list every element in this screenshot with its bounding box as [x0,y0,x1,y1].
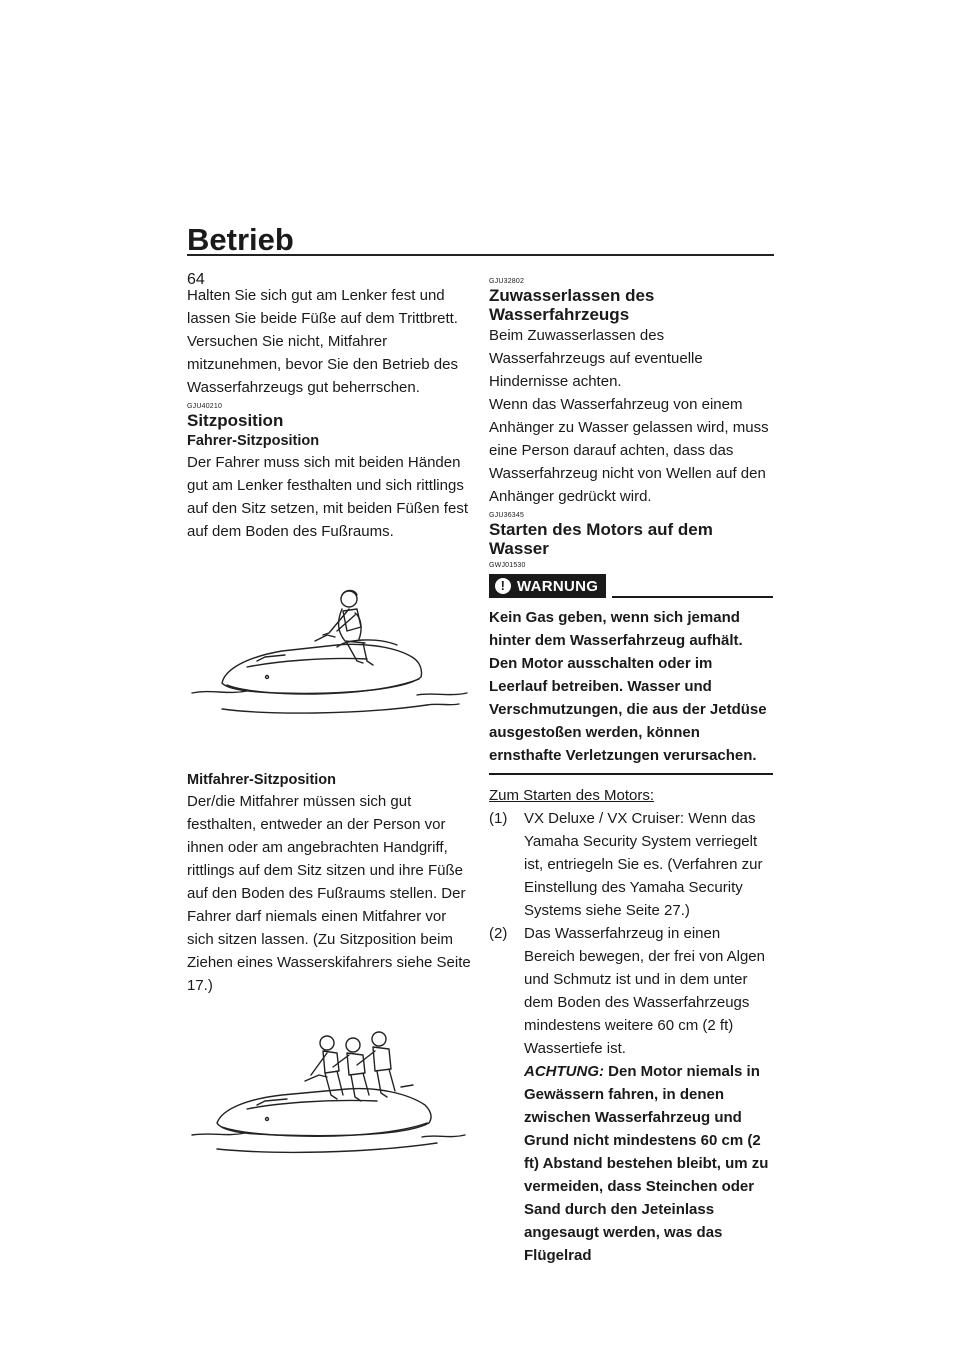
list-item [489,922,773,1267]
section-title-zuwasser-2: Wasserfahrzeugs [489,305,630,324]
warning-text: Kein Gas geben, wenn sich jemand hinter dem Wasserfahrzeug aufhält. Den Motor ausschalten oder im Leerlauf betreiben. Wasser und Verschmutzungen, die aus der Jetdüse ausgestoßen werden, können ernsthafte Verletzungen verursachen. [489,606,773,775]
header-rule [187,254,774,256]
right-column [489,278,773,1267]
steps-list [489,807,773,1267]
warning-header [489,572,773,598]
page-number: 64 [187,271,205,288]
subheading-fahrer: Fahrer-Sitzposition [187,433,320,449]
step-number: (1) [489,810,508,827]
warning-code: GWJ01530 [489,562,526,569]
zuwasser-text-2: Wenn das Wasserfahrzeug von einem Anhänger zu Wasser gelassen wird, muss eine Person darauf achten, dass das Wasserfahrzeug nicht von Wellen auf den Anhänger gedrückt wird. [489,396,769,505]
step-number: (2) [489,925,508,942]
section-title-starten: Starten des Motors auf dem Wasser [489,520,713,558]
illustration-rider [187,565,471,763]
list-item [489,807,773,922]
section-title-sitzposition: Sitzposition [187,411,284,430]
section-title-zuwasser-1: Zuwasserlassen des [489,286,655,305]
fahrer-text: Der Fahrer muss sich mit beiden Händen gut am Lenker festhalten und sich rittlings auf den Sitz setzen, mit beiden Füßen fest auf dem Boden des Fußraums. [187,454,468,540]
section-code-zuwasser: GJU32802 [489,278,525,285]
warning-badge [489,574,606,598]
illustration-passengers [187,1023,471,1173]
page-header [187,222,774,258]
warning-label: WARNUNG [517,577,599,595]
warning-rule [612,596,773,598]
page-title: Betrieb [187,222,294,257]
caution-text: Den Motor niemals in Gewässern fahren, in denen zwischen Wasserfahrzeug und Grund nicht mindestens 60 cm (2 ft) Abstand bestehen bleibt, um zu vermeiden, dass Steinchen oder Sand durch den Jeteinlass angesaugt werden, was das Flügelrad [524,1063,769,1264]
warning-icon: ! [495,578,511,594]
section-code-starten: GJU36345 [489,512,525,519]
zuwasser-text-1: Beim Zuwasserlassen des Wasserfahrzeugs auf eventuelle Hindernisse achten. [489,327,703,390]
subheading-mitfahrer: Mitfahrer-Sitzposition [187,772,337,788]
section-code-sitzposition: GJU40210 [187,403,223,410]
intro-text: Halten Sie sich gut am Lenker fest und lassen Sie beide Füße auf dem Trittbrett. Versuchen Sie nicht, Mitfahrer mitzunehmen, bevor Sie den Betrieb des Wasserfahrzeugs gut beherrschen. [187,287,458,396]
left-column [187,284,471,1173]
steps-heading: Zum Starten des Motors: [489,787,655,804]
caution-label: ACHTUNG: [524,1063,604,1080]
step-text: VX Deluxe / VX Cruiser: Wenn das Yamaha Security System verriegelt ist, entriegeln Sie es. (Verfahren zur Einstellung des Yamaha Security Systems siehe Seite 27.) [524,810,763,919]
step-text: Das Wasserfahrzeug in einen Bereich bewegen, der frei von Algen und Schmutz ist und in dem unter dem Boden des Wasserfahrzeugs mindestens weitere 60 cm (2 ft) Wassertiefe ist. [524,925,765,1057]
warning-box [489,572,773,775]
mitfahrer-text: Der/die Mitfahrer müssen sich gut festhalten, entweder an der Person vor ihnen oder am angebrachten Handgriff, rittlings auf dem Sitz sitzen und ihre Füße auf den Boden des Fußraums stellen. Der Fahrer darf niemals einen Mitfahrer vor sich sitzen lassen. (Zu Sitzposition beim Ziehen eines Wasserskifahrers siehe Seite 17.) [187,793,471,994]
